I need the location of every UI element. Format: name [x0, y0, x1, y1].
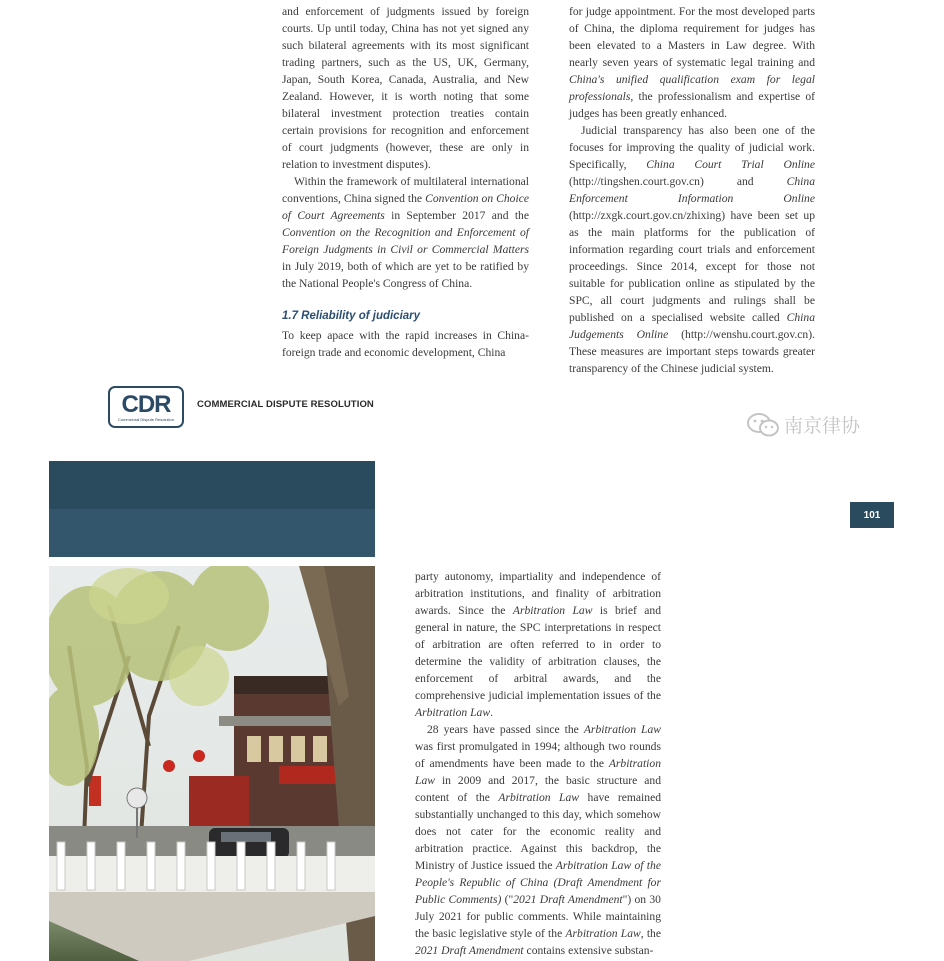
paragraph: Within the framework of multilateral international conventions, China signed the Convention on Choice of Court Agreements in September 2017 and the Convention on the Recognition and Enforcement of Foreign Judgments in Civil or Commercial Matters in July 2019, both of which are yet to be ratified by the National People's Congress of China.	[282, 175, 529, 290]
paragraph: for judge appointment. For the most developed parts of China, the diploma requirement for judges has been elevated to a Masters in Law degree. With nearly seven years of systematic legal training and China's unified qualification exam for legal professionals, the professionalism and expertise of judges has been greatly enhanced.	[569, 5, 815, 120]
street-photo	[49, 566, 375, 961]
paragraph: 28 years have passed since the Arbitration Law was first promulgated in 1994; although two rounds of amendments have been made to the Arbitration Law in 2009 and 2017, the basic structure and content of the Arbitration Law have remained substantially unchanged to this day, which somehow does not cater for the economic reality and arbitration practice. Against this backdrop, the Ministry of Justice issued the Arbitration Law of the People's Republic of China (Draft Amendment for Public Comments) ("2021 Draft Amendment") on 30 July 2021 for public comments. While maintaining the basic legislative style of the Arbitration Law, the 2021 Draft Amendment contains extensive substan-	[415, 723, 662, 957]
header-band-dark	[49, 461, 375, 509]
wechat-icon	[746, 412, 780, 438]
header-band-light	[49, 509, 375, 557]
paragraph: To keep apace with the rapid increases in China-foreign trade and economic development, China	[282, 329, 529, 359]
page-number: 101	[850, 502, 894, 528]
publication-name: COMMERCIAL DISPUTE RESOLUTION	[197, 399, 374, 410]
logo-subtext: Commercial Dispute Resolution	[117, 416, 175, 422]
bottom-column	[415, 568, 661, 959]
section-heading: 1.7 Reliability of judiciary	[282, 310, 421, 322]
cdr-logo	[108, 386, 184, 428]
paragraph: and enforcement of judgments issued by foreign courts. Up until today, China has not yet signed any such bilateral agreements with its most significant trading partners, such as the US, UK, Germany, Japan, South Korea, Canada, Australia, and New Zealand. However, it is worth noting that some bilateral investment protection treaties contain certain provisions for recognition and enforcement of court judgments (however, these are only in relation to investment disputes).	[282, 5, 529, 171]
top-left-column	[282, 3, 529, 361]
top-right-column	[569, 3, 815, 377]
watermark	[746, 411, 860, 438]
paragraph: party autonomy, impartiality and independence of arbitration institutions, and finality of arbitration awards. Since the Arbitration Law is brief and general in nature, the SPC interpretations in respect of arbitration are often referred to in order to determine the validity of arbitration clauses, the enforcement of arbitral awards, and the comprehensive judicial implementation issues of the Arbitration Law.	[415, 570, 662, 719]
watermark-text: 南京律协	[784, 415, 861, 437]
logo-mark: CDR	[121, 390, 171, 418]
paragraph: Judicial transparency has also been one of the focuses for improving the quality of judicial work. Specifically, China Court Trial Online (http://tingshen.court.gov.cn) and China Enforcement Information Online (http://zxgk.court.gov.cn/zhixing) have been set up as the main platforms for the publication of information regarding court trials and enforcement proceedings. Since 2014, except for those not suitable for publication online as stipulated by the SPC, all court judgments and rulings shall be published on a specialised website called China Judgements Online (http://wenshu.court.gov.cn). These measures are important steps towards greater transparency of the Chinese judicial system.	[569, 124, 815, 375]
